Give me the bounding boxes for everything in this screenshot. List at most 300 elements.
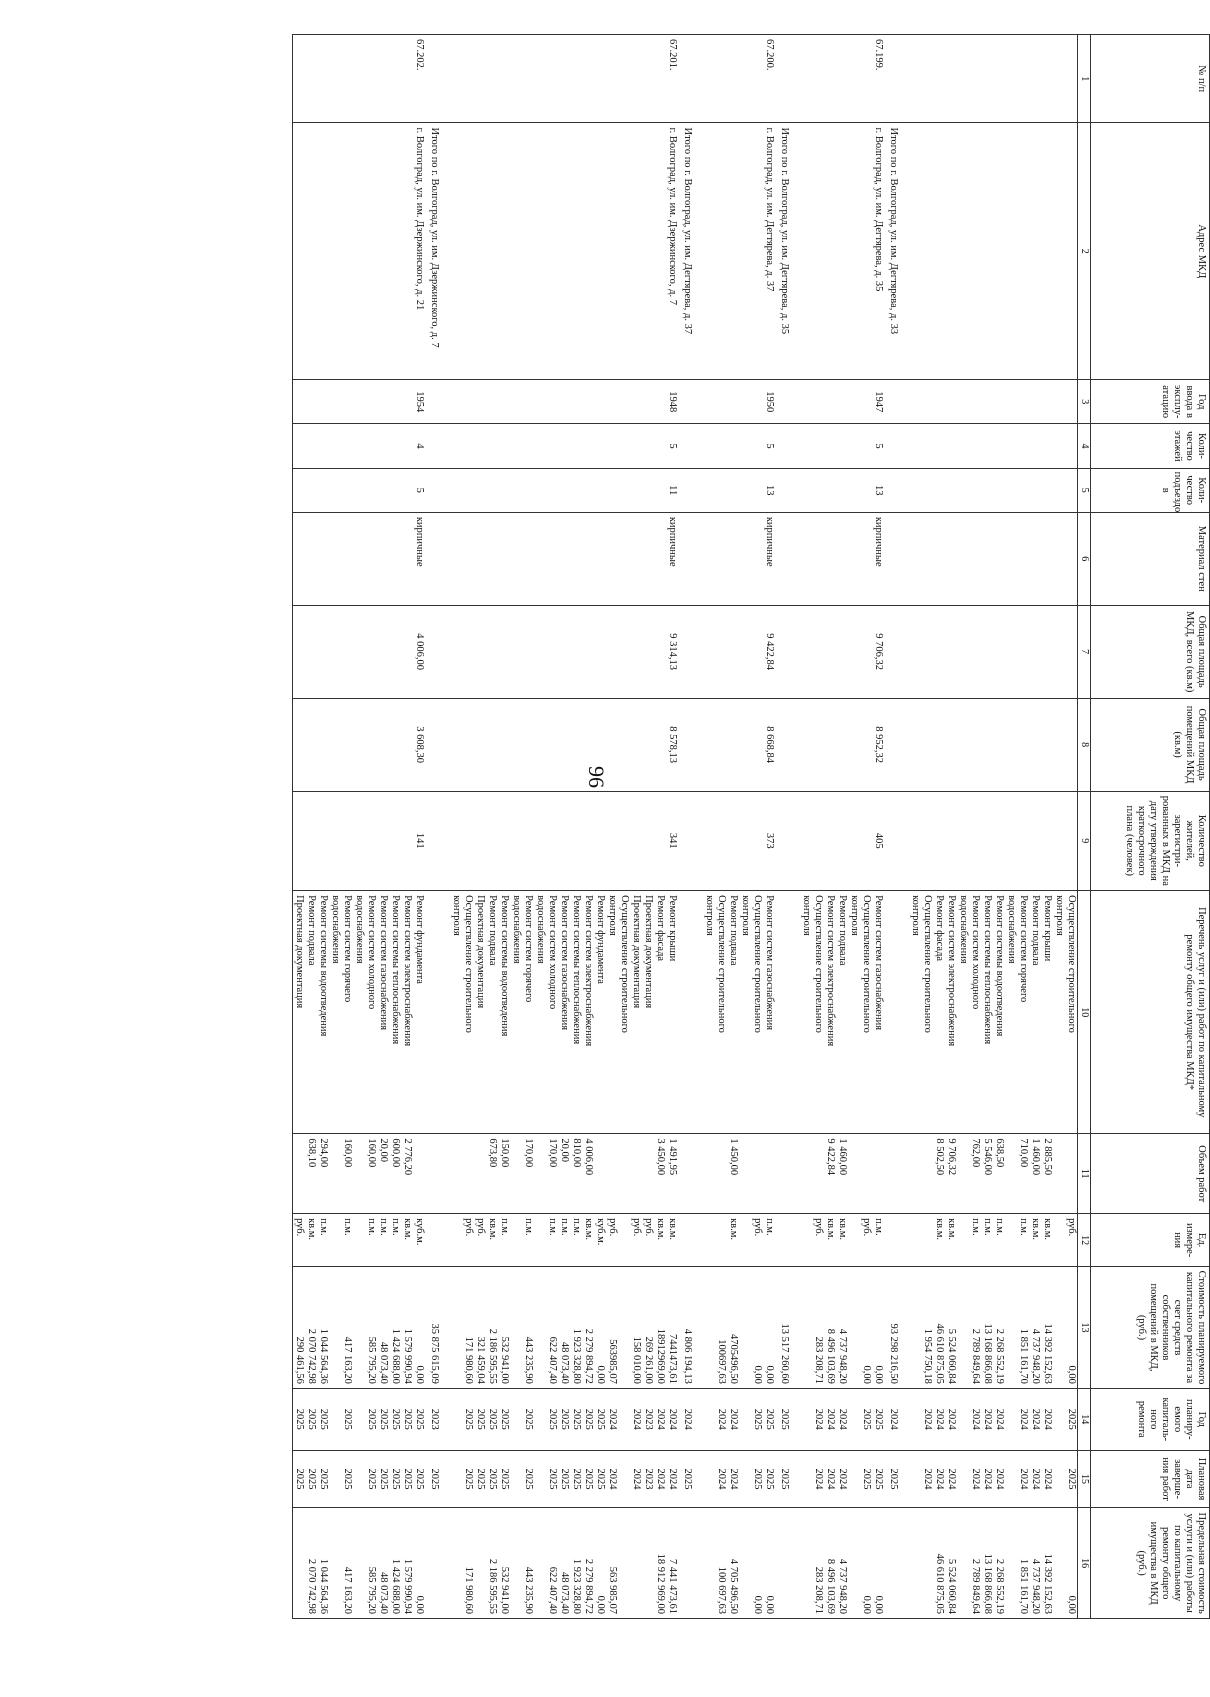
table-cell [751,424,763,468]
table-cell: 2024 [981,1388,993,1450]
table-cell [993,424,1005,468]
table-cell [1005,791,1017,891]
table-cell [1041,123,1053,380]
table-cell: 2024 [812,1388,824,1450]
table-cell [474,1134,486,1214]
table-cell [993,123,1005,380]
table-cell [474,1508,486,1619]
table-cell [630,698,642,791]
table-cell [462,791,474,891]
table-cell: 141 [413,791,428,891]
table-cell: 2025 [751,1388,763,1450]
table-cell [305,605,317,698]
table-cell [594,123,606,380]
table-cell: 8 496 103,69 [824,1267,836,1389]
table-cell [681,1508,703,1619]
table-cell: 100697,63 [715,1267,727,1389]
column-header: Год ввода в эксплу-атацию [1091,380,1210,424]
table-cell [642,512,654,605]
table-cell: водоснабжения [1005,891,1017,1134]
table-cell [510,512,522,605]
table-cell: п.м. [969,1214,981,1267]
table-cell: 2024 [654,1388,666,1450]
table-cell [800,1214,812,1267]
table-cell: 2024 [887,1388,909,1450]
table-cell [715,468,727,512]
table-cell [1017,512,1029,605]
table-cell: 585 795,20 [365,1508,377,1619]
table-cell: п.м. [558,1214,570,1267]
table-cell [450,123,462,380]
table-cell: 2024 [993,1388,1005,1450]
table-cell: 0,00 [413,1508,428,1619]
table-cell [957,380,969,424]
table-cell [450,605,462,698]
table-cell: п.м. [872,1214,887,1267]
table-cell: 1 851 161,70 [1017,1508,1029,1619]
table-row [293,35,306,1619]
table-cell: 2024 [681,1388,703,1450]
table-cell [1017,468,1029,512]
table-cell [353,1450,365,1508]
table-cell: 46 610 875,05 [933,1267,945,1389]
table-cell: 2024 [715,1450,727,1508]
table-cell [812,605,824,698]
table-cell [377,468,389,512]
table-cell [389,380,401,424]
table-cell [606,698,618,791]
table-cell [341,380,353,424]
table-cell: 1 491,95 [666,1134,681,1214]
table-cell [957,424,969,468]
table-cell [1041,424,1053,468]
table-cell [329,35,341,123]
table-cell: 2023 [642,1388,654,1450]
table-cell [570,512,582,605]
table-cell: контроля [739,891,751,1134]
table-cell [778,512,800,605]
table-cell [993,698,1005,791]
table-cell [751,512,763,605]
table-cell [570,424,582,468]
table-cell [534,512,546,605]
table-cell [763,1134,778,1214]
table-cell: 3 608,30 [413,698,428,791]
table-cell [498,605,510,698]
table-cell: 14 392 152,63 [1041,1267,1053,1389]
table-cell: 67.201. [666,35,681,123]
table-cell [1041,35,1053,123]
table-cell: 2025 [498,1450,510,1508]
table-cell [498,468,510,512]
table-cell [1053,1214,1065,1267]
table-cell [329,1214,341,1267]
table-cell [957,1134,969,1214]
table-cell: 2024 [666,1450,681,1508]
table-cell [933,512,945,605]
table-cell [428,1214,450,1267]
table-cell [921,380,933,424]
table-cell [606,512,618,605]
table-cell [353,791,365,891]
table-row [329,35,341,1619]
column-number: 2 [1078,123,1091,380]
table-cell: Ремонт фасада [654,891,666,1134]
table-cell [450,1134,462,1214]
table-cell: 2 789 849,64 [969,1508,981,1619]
table-cell [522,512,534,605]
table-cell [969,380,981,424]
table-cell: 2 070 742,98 [305,1508,317,1619]
table-cell [558,35,570,123]
table-cell [1065,123,1078,380]
table-cell [570,123,582,380]
table-cell [739,1508,751,1619]
table-cell [778,1134,800,1214]
table-cell: 2025 [428,1450,450,1508]
table-cell: 2025 [1065,1450,1078,1508]
table-cell [293,468,306,512]
table-cell: п.м. [546,1214,558,1267]
table-cell [715,605,727,698]
table-cell: контроля [450,891,462,1134]
table-cell: п.м. [389,1214,401,1267]
table-cell: 2 789 849,64 [969,1267,981,1389]
table-cell: 2025 [377,1388,389,1450]
table-cell [1041,380,1053,424]
table-cell: 0,00 [413,1267,428,1389]
table-cell: 46 610 875,05 [933,1508,945,1619]
table-cell: руб. [812,1214,824,1267]
table-cell [1029,380,1041,424]
table-row [751,35,763,1619]
table-cell [860,1134,872,1214]
table-cell [401,698,413,791]
table-cell: 2024 [969,1450,981,1508]
table-cell: п.м. [341,1214,353,1267]
table-row [836,35,848,1619]
table-cell [703,35,715,123]
table-cell [618,1508,630,1619]
table-cell [681,698,703,791]
table-cell [642,698,654,791]
table-cell: 622 407,40 [546,1267,558,1389]
table-cell [1029,123,1041,380]
table-cell [703,1214,715,1267]
table-cell [860,380,872,424]
table-cell [558,512,570,605]
table-row [933,35,945,1619]
table-cell [534,1267,546,1389]
table-cell: 283 208,71 [812,1267,824,1389]
table-row [353,35,365,1619]
table-cell [681,605,703,698]
table-cell [812,468,824,512]
table-cell [365,380,377,424]
table-cell [558,605,570,698]
table-cell [909,424,921,468]
table-cell [1005,1134,1017,1214]
column-header: Ед. измере-ния [1091,1214,1210,1267]
table-cell: 2025 [293,1450,306,1508]
table-cell: 1950 [763,380,778,424]
table-cell [812,35,824,123]
table-cell [377,123,389,380]
table-cell: 2025 [778,1450,800,1508]
table-row [993,35,1005,1619]
table-cell: 2025 [462,1450,474,1508]
table-cell: кирпичные [872,512,887,605]
table-cell: 2025 [887,1450,909,1508]
table-cell [800,424,812,468]
table-cell: 2025 [401,1450,413,1508]
table-cell [341,791,353,891]
table-cell [341,123,353,380]
table-cell [546,424,558,468]
table-cell [401,380,413,424]
table-cell [293,424,306,468]
column-number: 12 [1078,1214,1091,1267]
table-cell [594,698,606,791]
table-cell: 2024 [1041,1450,1053,1508]
table-cell [981,698,993,791]
table-cell [751,791,763,891]
table-cell: 2025 [582,1450,594,1508]
table-cell: Осуществление строительного [812,891,824,1134]
table-cell: 2023 [428,1388,450,1450]
table-cell: 4 737 948,20 [836,1267,848,1389]
table-cell [558,380,570,424]
table-cell [1005,424,1017,468]
table-cell [848,698,860,791]
table-cell [594,512,606,605]
table-cell: кв.м. [305,1214,317,1267]
table-cell [353,1388,365,1450]
table-row [594,35,606,1619]
table-cell [353,1508,365,1619]
table-cell [727,512,739,605]
table-cell [642,1508,654,1619]
table-cell [462,123,474,380]
table-cell [739,791,751,891]
table-cell [498,512,510,605]
table-cell: п.м. [1017,1214,1029,1267]
table-cell: 2025 [389,1450,401,1508]
table-cell [546,380,558,424]
table-cell: 8 496 103,69 [824,1508,836,1619]
table-cell: 2024 [1017,1450,1029,1508]
table-cell: Ремонт системы водоотведения [317,891,329,1134]
table-cell [860,791,872,891]
table-cell [824,380,836,424]
table-cell: 8 952,32 [872,698,887,791]
table-cell: Ремонт систем электроснабжения [401,891,413,1134]
table-cell: 1 954 750,18 [921,1267,933,1389]
table-cell: 4 737 948,20 [1029,1267,1041,1389]
table-cell: 2025 [305,1450,317,1508]
table-cell: 67.202. [413,35,428,123]
table-cell [582,123,594,380]
table-cell [317,123,329,380]
table-cell: 2025 [486,1388,498,1450]
table-cell: Осуществление строительного [618,891,630,1134]
table-cell: 2025 [594,1450,606,1508]
table-cell: 2025 [413,1388,428,1450]
table-row [630,35,642,1619]
table-cell: 638,50 [993,1134,1005,1214]
table-cell: 7441473,61 [666,1267,681,1389]
table-cell [848,468,860,512]
table-cell [921,35,933,123]
table-cell: 638,10 [305,1134,317,1214]
table-cell [474,35,486,123]
table-cell [909,468,921,512]
table-cell [836,468,848,512]
table-cell: 2024 [630,1450,642,1508]
table-cell: 341 [666,791,681,891]
column-number: 4 [1078,424,1091,468]
table-row [341,35,353,1619]
table-cell [642,123,654,380]
table-cell [739,468,751,512]
table-cell: п.м. [981,1214,993,1267]
table-cell: 2025 [377,1450,389,1508]
column-number: 6 [1078,512,1091,605]
table-cell [887,512,909,605]
table-cell [498,698,510,791]
table-cell [778,468,800,512]
table-cell: Ремонт подвала [305,891,317,1134]
table-cell [389,698,401,791]
table-cell [353,35,365,123]
table-cell [836,791,848,891]
table-cell [305,35,317,123]
table-cell: г. Волгоград, ул. им. Дегтярева, д. 35 [872,123,887,380]
table-cell [522,791,534,891]
table-cell [860,424,872,468]
table-cell [329,1388,341,1450]
table-cell [401,424,413,468]
table-cell: кв.м. [945,1214,957,1267]
table-cell [329,698,341,791]
table-cell [582,605,594,698]
table-cell [957,1267,969,1389]
table-cell [582,698,594,791]
table-cell [498,424,510,468]
table-cell: 2025 [1065,1388,1078,1450]
table-cell: 171 980,60 [462,1267,474,1389]
table-cell: 1 424 688,00 [389,1267,401,1389]
column-header: Материал стен [1091,512,1210,605]
table-cell: Ремонт фасада [933,891,945,1134]
table-cell [510,35,522,123]
table-row [703,35,715,1619]
table-cell [534,1134,546,1214]
table-cell [945,791,957,891]
table-cell: водоснабжения [957,891,969,1134]
table-cell: 0,00 [860,1508,872,1619]
table-cell: 9 314,13 [666,605,681,698]
table-cell: кв.м. [401,1214,413,1267]
table-row [570,35,582,1619]
table-cell: 600,00 [389,1134,401,1214]
total-row [681,35,703,1619]
table-cell [887,468,909,512]
table-cell [1005,605,1017,698]
table-row [498,35,510,1619]
table-cell [739,424,751,468]
table-cell: Ремонт системы водоотведения [498,891,510,1134]
table-cell [860,698,872,791]
table-cell [727,35,739,123]
table-cell [993,35,1005,123]
table-cell [887,1508,909,1619]
table-cell: водоснабжения [534,891,546,1134]
table-cell [341,424,353,468]
table-cell [341,468,353,512]
table-cell [751,35,763,123]
table-cell [618,424,630,468]
table-cell [329,512,341,605]
table-cell [546,35,558,123]
table-cell [353,1134,365,1214]
column-number-row [1078,35,1091,1619]
table-cell [957,468,969,512]
table-cell: 5 546,00 [981,1134,993,1214]
table-cell: Ремонт систем горячего [522,891,534,1134]
table-cell [727,468,739,512]
table-row [763,35,778,1619]
table-cell [945,424,957,468]
table-cell: куб.м. [413,1214,428,1267]
table-cell [353,1214,365,1267]
table-cell [305,698,317,791]
table-row [522,35,534,1619]
table-cell: 4 737 948,20 [836,1508,848,1619]
table-cell: Осуществление строительного [921,891,933,1134]
table-cell [703,1267,715,1389]
column-header: Стоимость планируемого капитального ремонта за счет средств собственников помещений в МКД, (руб.) [1091,1267,1210,1389]
table-cell: 2025 [751,1450,763,1508]
table-cell [933,123,945,380]
table-cell [594,1134,606,1214]
table-cell [329,468,341,512]
table-cell [474,123,486,380]
table-cell: 20,00 [558,1134,570,1214]
table-cell: 2025 [293,1388,306,1450]
table-cell [969,424,981,468]
table-row [534,35,546,1619]
table-cell [486,35,498,123]
table-cell: водоснабжения [353,891,365,1134]
table-cell: контроля [909,891,921,1134]
table-cell: 5 524 060,84 [945,1508,957,1619]
table-cell [606,123,618,380]
table-cell [981,512,993,605]
table-cell [428,891,450,1134]
table-cell [957,1450,969,1508]
table-cell [293,1508,306,1619]
table-cell: 1 424 688,00 [389,1508,401,1619]
table-cell [486,605,498,698]
table-cell [570,698,582,791]
table-cell [428,605,450,698]
table-cell: п.м. [763,1214,778,1267]
table-row [1005,35,1017,1619]
table-cell [860,468,872,512]
table-cell [450,791,462,891]
table-cell [329,380,341,424]
